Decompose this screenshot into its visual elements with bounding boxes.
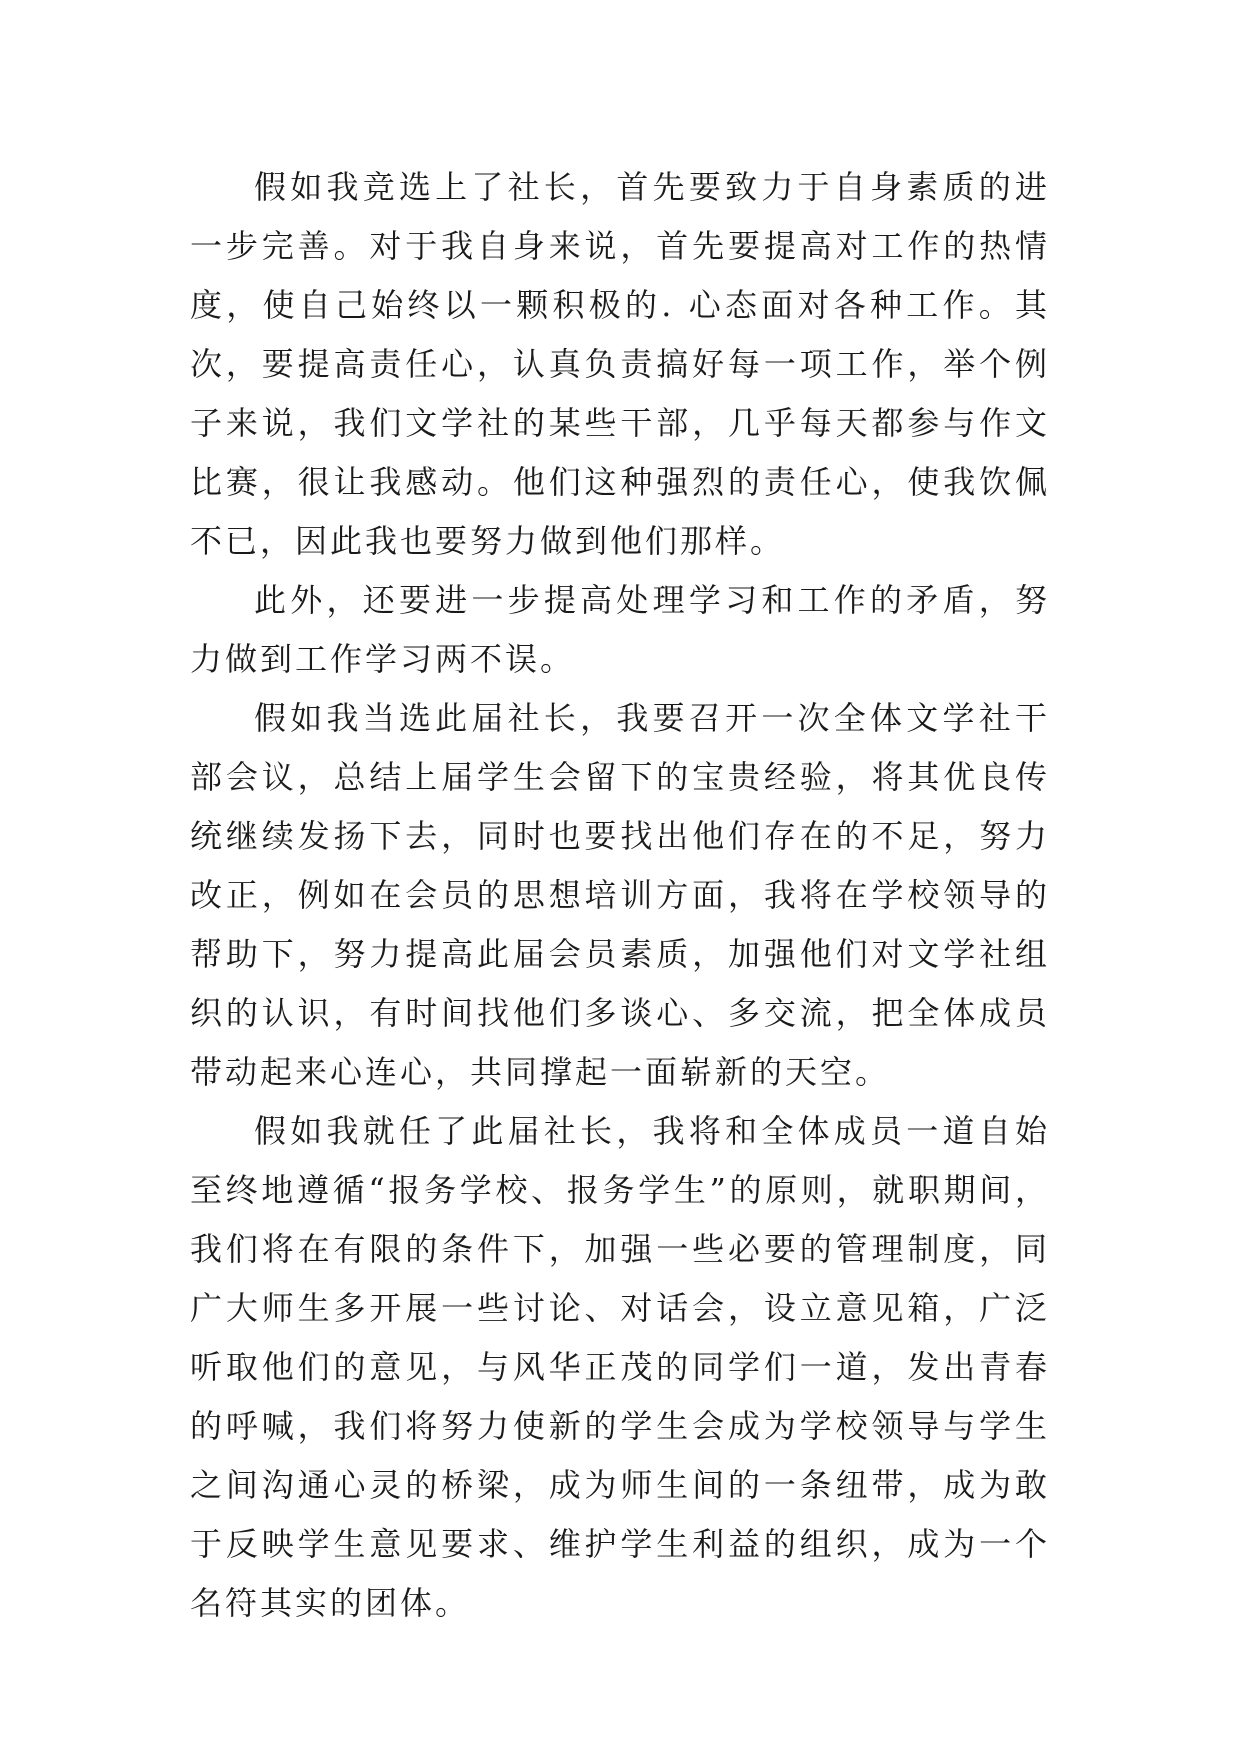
paragraph-2: 此外，还要进一步提高处理学习和工作的矛盾，努力做到工作学习两不误。 xyxy=(190,581,1050,678)
paragraph-3: 假如我当选此届社长，我要召开一次全体文学社干部会议，总结上届学生会留下的宝贵经验，将其优良传统继续发扬下去，同时也要找出他们存在的不足，努力改正，例如在会员的思想培训方面，我将在学校领导的帮助下，努力提高此届会员素质，加强他们对文学社组织的认识，有时间找他们多谈心、多交流，把全体成员带动起来心连心，共同撑起一面崭新的天空。 xyxy=(190,699,1050,1091)
document-body xyxy=(190,158,1050,1633)
paragraph-1: 假如我竞选上了社长，首先要致力于自身素质的进一步完善。对于我自身来说，首先要提高对工作的热情度，使自己始终以一颗积极的. 心态面对各种工作。其次，要提高责任心，认真负责搞好每一项工作，举个例子来说，我们文学社的某些干部，几乎每天都参与作文比赛，很让我感动。他们这种强烈的责任心，使我饮佩不已，因此我也要努力做到他们那样。 xyxy=(190,168,1050,560)
paragraph-4: 假如我就任了此届社长，我将和全体成员一道自始至终地遵循“报务学校、报务学生”的原则，就职期间，我们将在有限的条件下，加强一些必要的管理制度，同广大师生多开展一些讨论、对话会，设立意见箱，广泛听取他们的意见，与风华正茂的同学们一道，发出青春的呼喊，我们将努力使新的学生会成为学校领导与学生之间沟通心灵的桥梁，成为师生间的一条纽带，成为敢于反映学生意见要求、维护学生利益的组织，成为一个名符其实的团体。 xyxy=(190,1112,1050,1622)
